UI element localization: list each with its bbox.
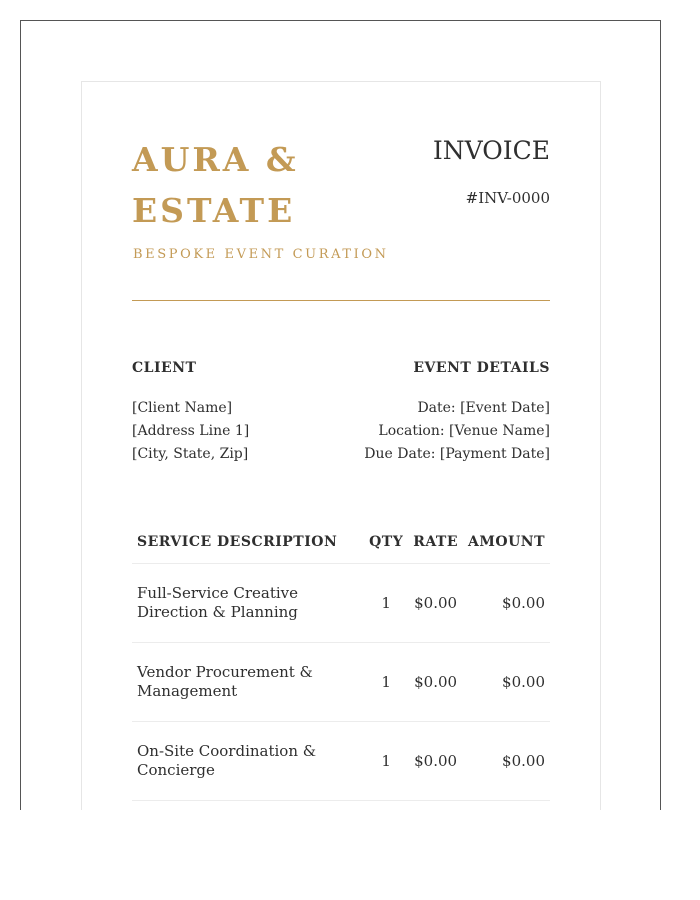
service-description-text: Vendor Procurement & Management (137, 663, 313, 700)
invoice-document (81, 81, 601, 810)
service-amount: $0.00 (463, 643, 550, 722)
services-table (132, 520, 550, 801)
header-qty: QTY (364, 520, 408, 564)
table-row (132, 564, 550, 643)
table-row (132, 643, 550, 722)
service-rate: $0.00 (408, 722, 463, 801)
service-description-text: On-Site Coordination & Concierge (137, 742, 317, 779)
service-qty: 1 (364, 643, 408, 722)
client-address: [Address Line 1] (132, 423, 250, 439)
service-description (132, 643, 364, 722)
service-amount: $0.00 (463, 564, 550, 643)
event-details-block (364, 358, 550, 466)
header-rate: RATE (408, 520, 463, 564)
table-header-row (132, 520, 550, 564)
event-location: Location: [Venue Name] (378, 423, 550, 439)
client-block (132, 358, 249, 466)
brand-name: AURA & ESTATE (132, 140, 299, 230)
header-amount: AMOUNT (463, 520, 550, 564)
table-row (132, 722, 550, 801)
brand-tagline: BESPOKE EVENT CURATION (133, 247, 389, 262)
event-date: Date: [Event Date] (417, 400, 550, 416)
service-description-text: Full-Service Creative Direction & Planning (137, 584, 299, 621)
header-service-description: SERVICE DESCRIPTION (132, 520, 364, 564)
client-city-state-zip: [City, State, Zip] (132, 446, 249, 462)
client-name: [Client Name] (132, 400, 233, 416)
header-divider (132, 300, 550, 301)
service-rate: $0.00 (408, 643, 463, 722)
service-amount: $0.00 (463, 722, 550, 801)
invoice-title: INVOICE (432, 136, 550, 165)
service-qty: 1 (364, 564, 408, 643)
event-details-heading: EVENT DETAILS (413, 360, 550, 376)
payment-due-date: Due Date: [Payment Date] (364, 446, 550, 462)
invoice-number: #INV-0000 (465, 189, 550, 207)
service-rate: $0.00 (408, 564, 463, 643)
client-heading: CLIENT (132, 360, 197, 376)
service-description (132, 722, 364, 801)
service-description (132, 564, 364, 643)
service-qty: 1 (364, 722, 408, 801)
